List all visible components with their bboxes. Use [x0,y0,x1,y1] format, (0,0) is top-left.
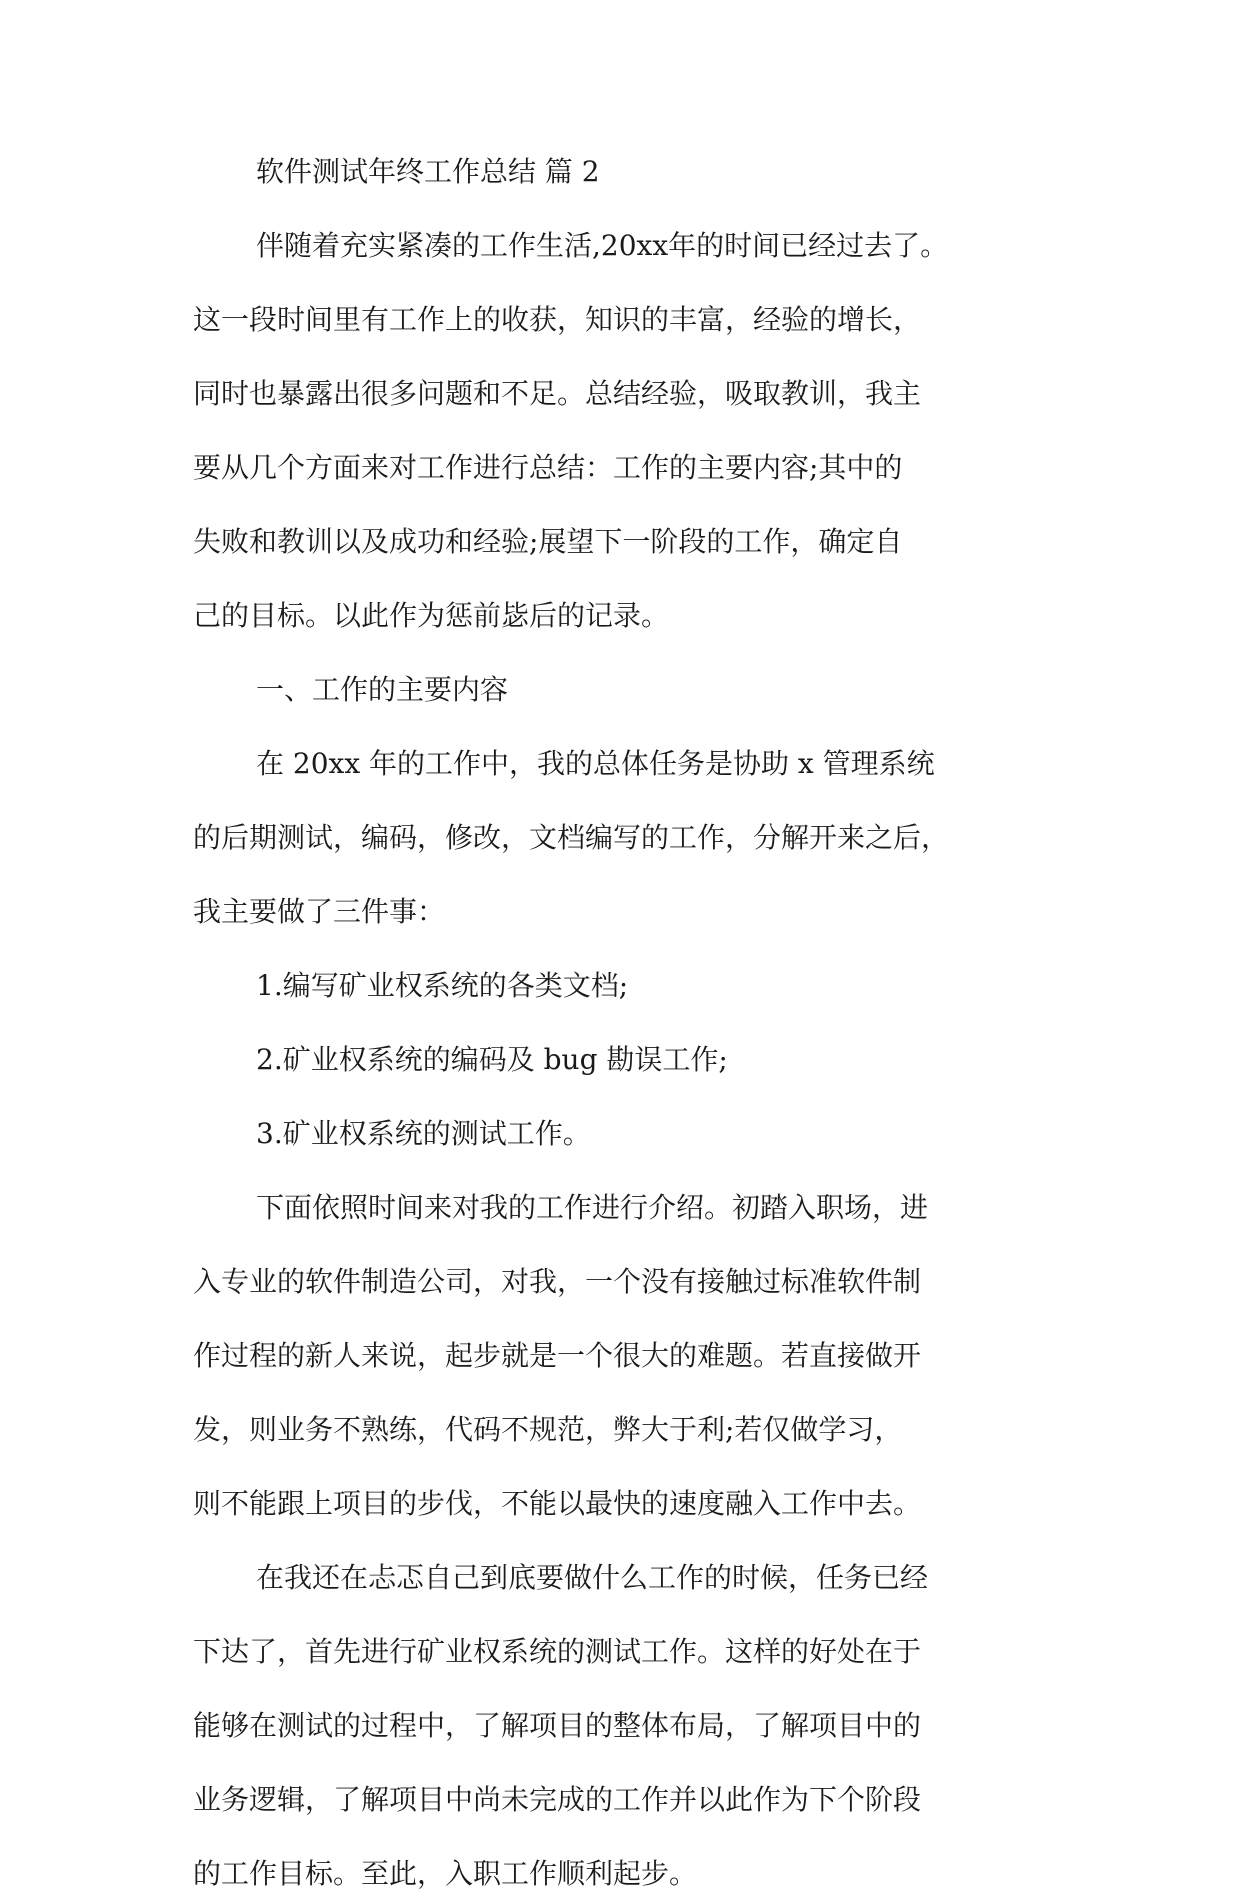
paragraph-line: 下面依照时间来对我的工作进行介绍。初踏入职场，进 [256,1191,929,1224]
paragraph-line: 我主要做了三件事： [193,895,446,928]
list-item: 1.编写矿业权系统的各类文档; [256,969,629,1002]
paragraph-line: 同时也暴露出很多问题和不足。总结经验，吸取教训，我主 [193,377,922,410]
paragraph-line: 这一段时间里有工作上的收获，知识的丰富，经验的增长， [193,303,922,336]
paragraph-line: 的工作目标。至此，入职工作顺利起步。 [193,1857,698,1890]
paragraph-line: 入专业的软件制造公司，对我，一个没有接触过标准软件制 [193,1265,922,1298]
list-item: 3.矿业权系统的测试工作。 [256,1117,591,1150]
paragraph-line: 业务逻辑，了解项目中尚未完成的工作并以此作为下个阶段 [193,1783,922,1816]
paragraph-line: 能够在测试的过程中，了解项目的整体布局，了解项目中的 [193,1709,922,1742]
paragraph-line: 作过程的新人来说，起步就是一个很大的难题。若直接做开 [193,1339,922,1372]
paragraph-line: 伴随着充实紧凑的工作生活,20xx年的时间已经过去了。 [256,229,949,262]
document-title: 软件测试年终工作总结 篇 2 [256,155,600,188]
paragraph-line: 要从几个方面来对工作进行总结：工作的主要内容;其中的 [193,451,903,484]
paragraph-line: 在我还在忐忑自己到底要做什么工作的时候，任务已经 [256,1561,929,1594]
paragraph-line: 发，则业务不熟练，代码不规范，弊大于利;若仅做学习， [193,1413,903,1446]
list-item: 2.矿业权系统的编码及 bug 勘误工作; [256,1043,728,1076]
section-heading: 一、工作的主要内容 [256,673,509,706]
paragraph-line: 在 20xx 年的工作中，我的总体任务是协助 x 管理系统 [256,747,935,780]
paragraph-line: 失败和教训以及成功和经验;展望下一阶段的工作，确定自 [193,525,903,558]
paragraph-line: 的后期测试，编码，修改，文档编写的工作，分解开来之后， [193,821,950,854]
paragraph-line: 则不能跟上项目的步伐，不能以最快的速度融入工作中去。 [193,1487,922,1520]
paragraph-line: 己的目标。以此作为惩前毖后的记录。 [193,599,670,632]
paragraph-line: 下达了，首先进行矿业权系统的测试工作。这样的好处在于 [193,1635,922,1668]
